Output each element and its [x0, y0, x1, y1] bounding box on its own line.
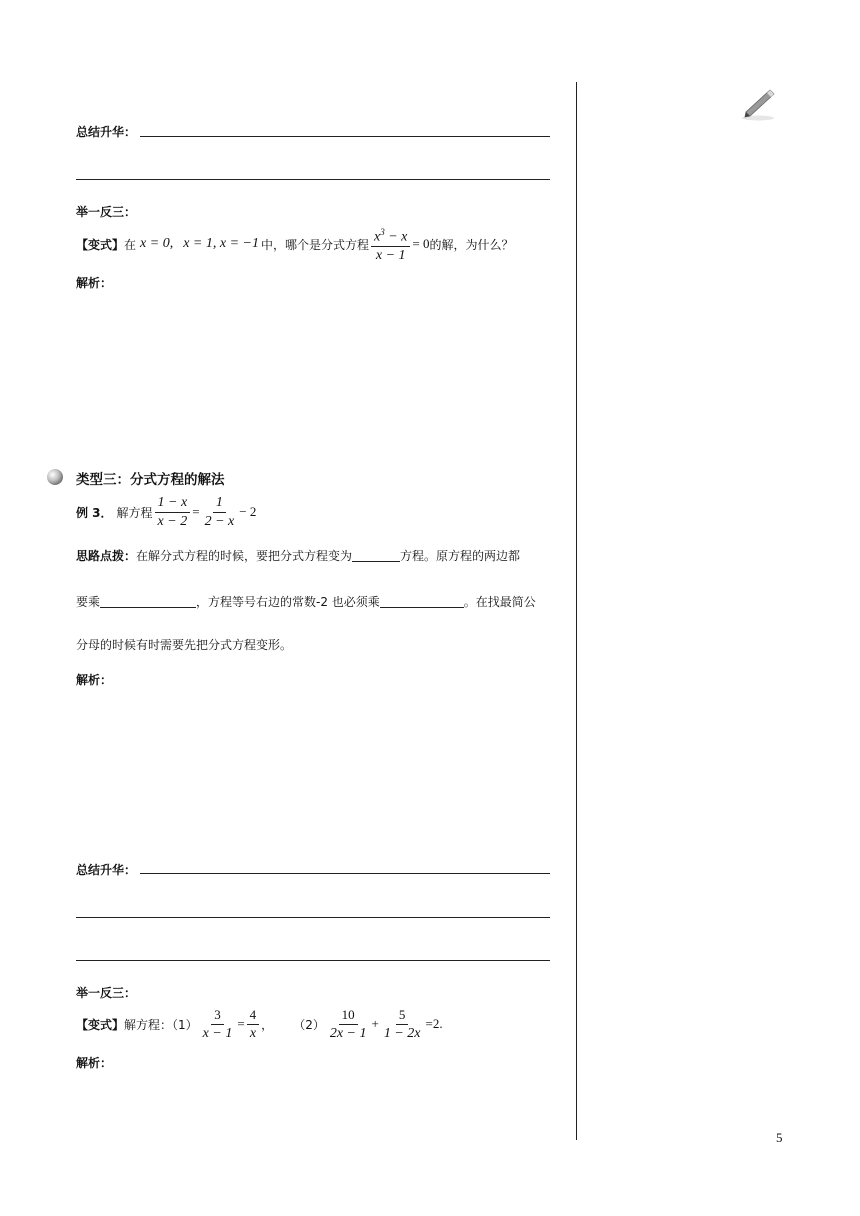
equation-fraction [200, 1007, 236, 1042]
denominator: x − 2 [157, 513, 188, 529]
numerator: x [374, 229, 381, 245]
variant-text: ， [261, 1017, 274, 1032]
variant-text: 中，哪个是分式方程 [260, 237, 369, 252]
numerator: − x [384, 229, 408, 245]
answer-blank[interactable] [352, 549, 400, 562]
variant-text: 的解，为什么？ [429, 237, 514, 252]
numerator: 5 [396, 1007, 409, 1025]
example-label: 例 3． [76, 505, 113, 520]
summary-line [76, 960, 550, 961]
variant-text: 在 [124, 237, 137, 252]
analysis-label: 解析： [76, 1056, 113, 1070]
equals-sign: = [192, 504, 200, 519]
section-title: 类型三：分式方程的解法 [76, 472, 225, 488]
summary-label: 总结升华： [76, 863, 137, 877]
hint-text: 要乘 [76, 595, 101, 609]
summary-line [76, 179, 550, 180]
equals-sign: = [237, 1016, 245, 1031]
summary-line [140, 136, 550, 137]
practice-label: 举一反三： [76, 205, 137, 219]
summary-line [140, 873, 550, 874]
math-expr: =2. [425, 1016, 443, 1031]
hint-text: 在解分式方程的时候，要把分式方程变为 [136, 549, 353, 563]
math-expr: − 2 [239, 504, 257, 519]
equation-fraction [381, 1007, 424, 1042]
denominator: x − 1 [202, 1025, 233, 1041]
denominator: x − 1 [375, 248, 406, 264]
numerator: 10 [339, 1007, 358, 1025]
variant-text: 解方程：（1） [124, 1017, 198, 1032]
example-text: 解方程 [116, 505, 153, 520]
answer-blank[interactable] [100, 595, 196, 608]
denominator: x [249, 1025, 257, 1041]
numerator: 4 [247, 1007, 260, 1025]
analysis-label: 解析： [76, 276, 113, 290]
summary-label: 总结升华： [76, 125, 137, 139]
margin-divider [576, 82, 577, 1140]
practice-label: 举一反三： [76, 986, 137, 1000]
page-number: 5 [776, 1130, 783, 1145]
hint-text: 方程。原方程的两边都 [400, 549, 521, 563]
exponent: 3 [380, 226, 385, 237]
hint-text: 分母的时候有时需要先把分式方程变形。 [76, 638, 293, 652]
hint-line-2 [76, 593, 536, 610]
variant-1 [76, 224, 514, 264]
numerator: 1 [213, 495, 226, 513]
variant-2 [76, 1004, 443, 1044]
numerator: 3 [211, 1007, 224, 1025]
denominator: 2x − 1 [329, 1025, 367, 1041]
hint-line-1 [76, 547, 520, 564]
denominator: 2 − x [204, 513, 235, 529]
equation-fraction [155, 495, 191, 530]
hint-text: ，方程等号右边的常数-2 也必须乘 [196, 595, 380, 609]
example-3 [76, 492, 256, 532]
variant-tag: 【变式】 [76, 1017, 125, 1032]
math-expr: = 0 [412, 236, 430, 251]
hint-label: 思路点拨： [76, 549, 137, 563]
summary-line [76, 917, 550, 918]
math-expr: x = 1, x = −1 [183, 236, 259, 251]
pen-icon [738, 86, 778, 122]
analysis-label: 解析： [76, 673, 113, 687]
variant-text: （2） [293, 1017, 325, 1032]
plus-sign: + [371, 1016, 379, 1031]
hint-text: 。在找最简公 [463, 595, 536, 609]
denominator: 1 − 2x [383, 1025, 421, 1041]
math-expr: x = 0, [140, 236, 174, 251]
equation-fraction [371, 224, 410, 265]
variant-tag: 【变式】 [76, 237, 125, 252]
answer-blank[interactable] [380, 595, 464, 608]
equation-fraction [327, 1007, 370, 1042]
numerator: 1 − x [155, 495, 191, 513]
equation-fraction [247, 1007, 260, 1042]
equation-fraction [202, 495, 238, 530]
bullet-sphere-icon [46, 468, 64, 486]
